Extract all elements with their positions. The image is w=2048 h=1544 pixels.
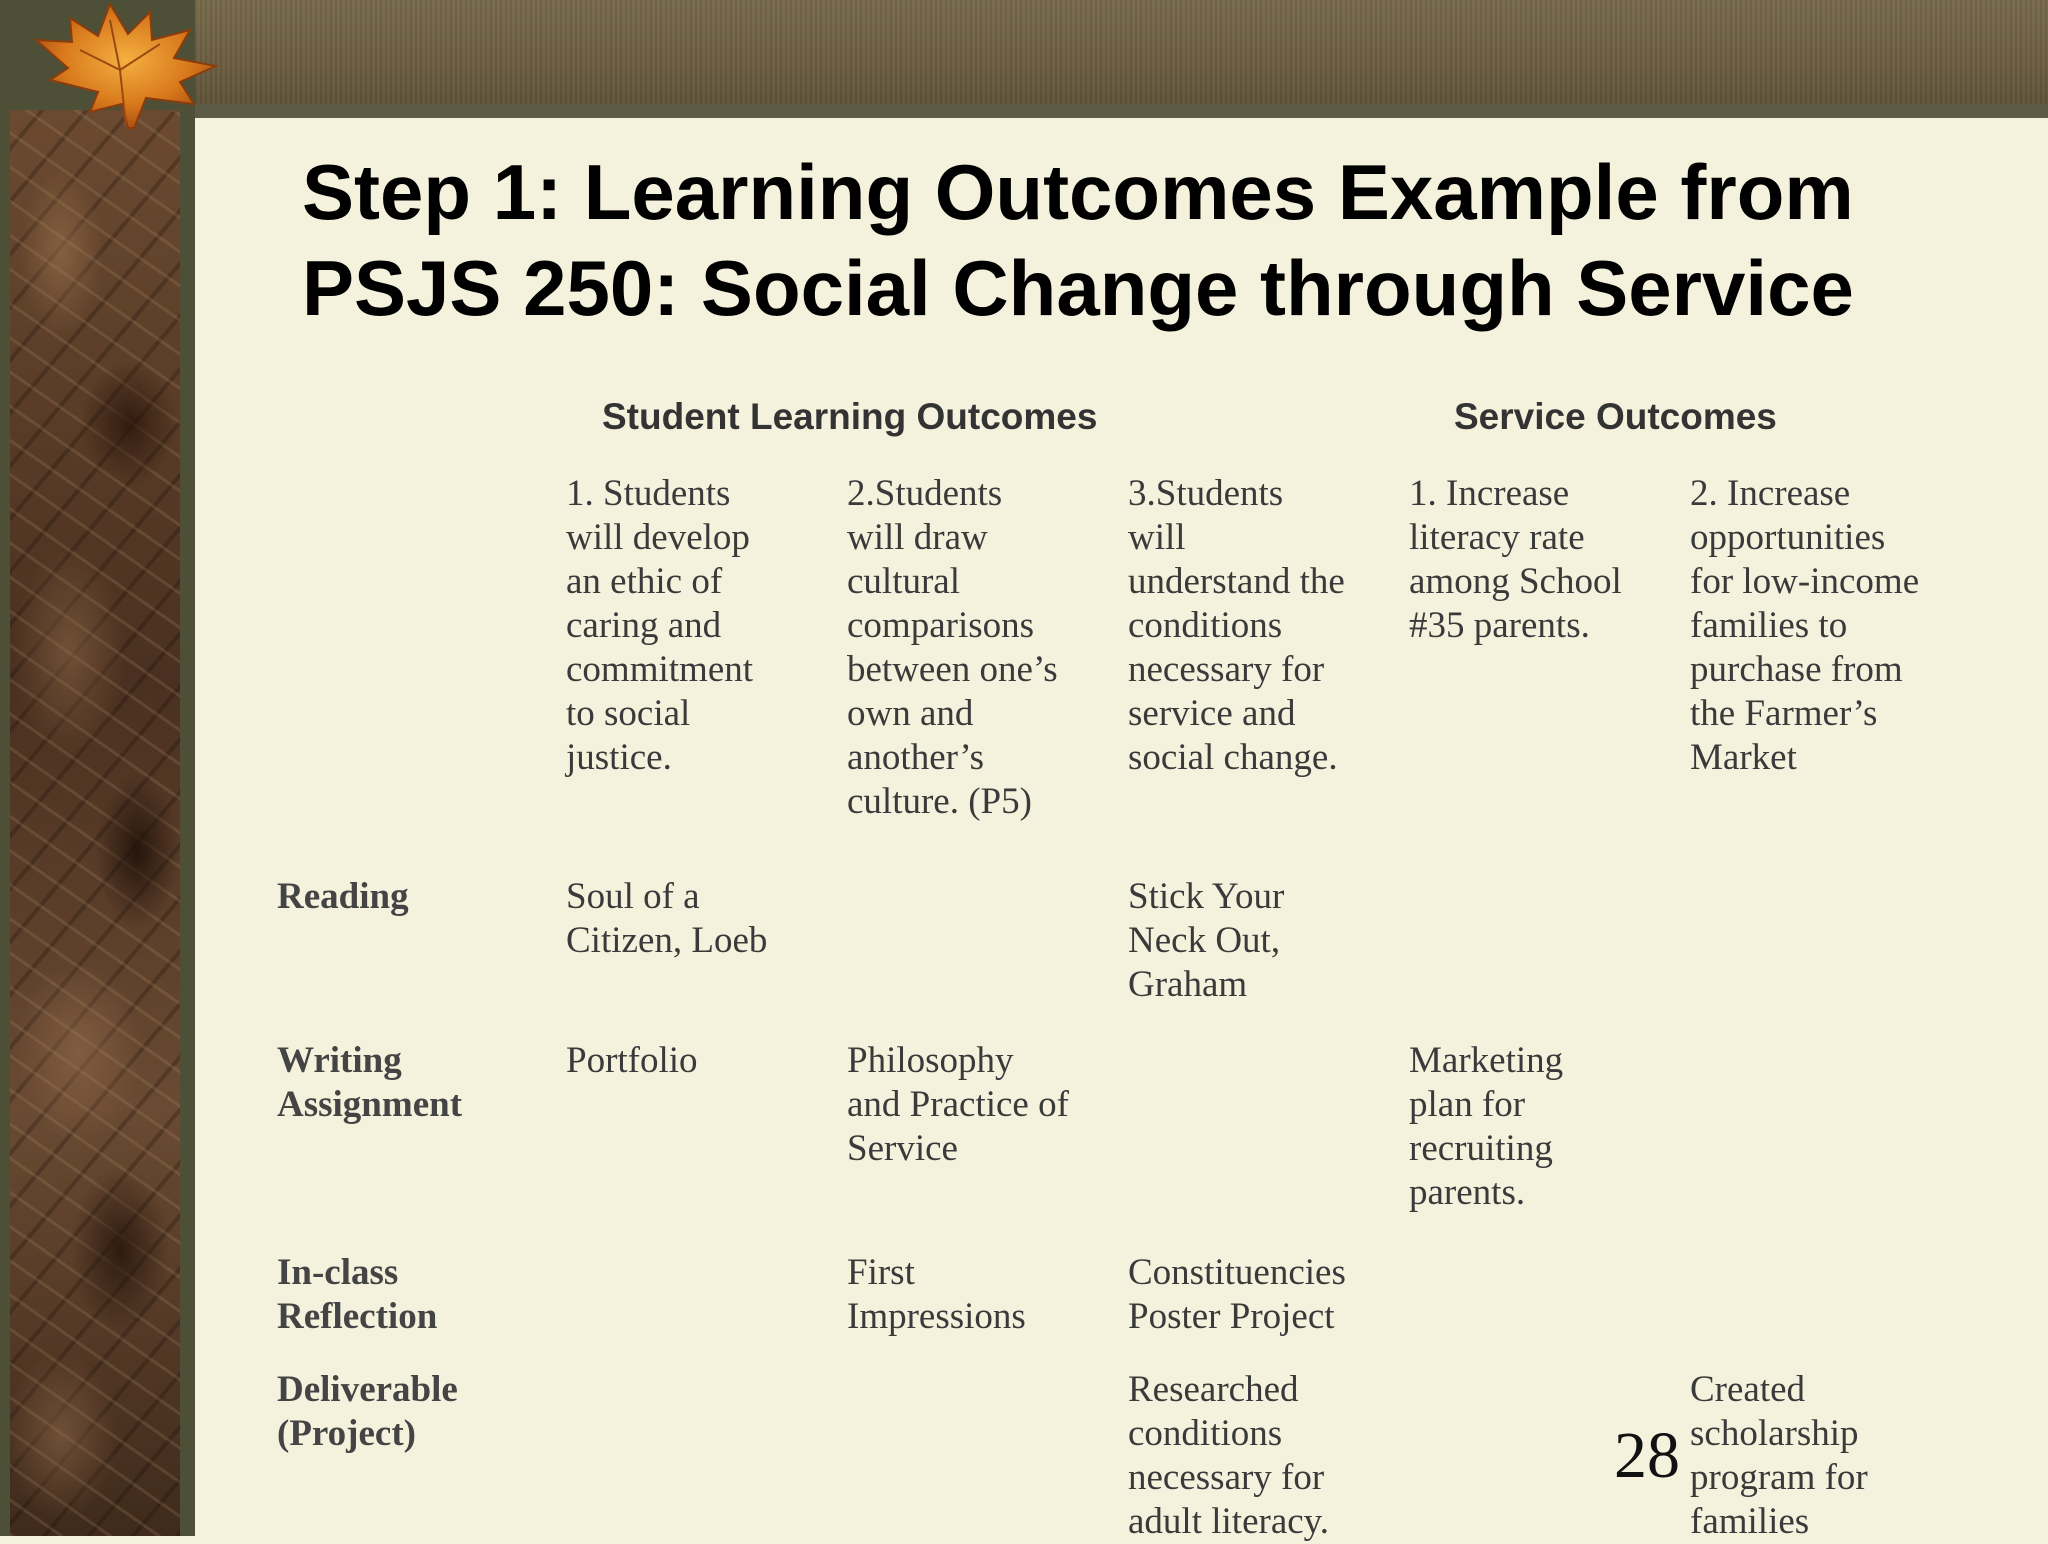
service-outcomes-header: Service Outcomes — [1454, 396, 1777, 437]
maple-leaf-icon — [10, 0, 230, 140]
outcome-3-cell: 3.Students will understand the conditions necessary for service and social change. — [1128, 473, 1345, 778]
row-label-deliverable: Deliverable (Project) — [277, 1369, 458, 1454]
outcome-1-cell: 1. Students will develop an ethic of caring and commitment to social justice. — [566, 473, 754, 778]
reflection-cell-2: First Impressions — [847, 1252, 1026, 1337]
service-outcome-2-cell: 2. Increase opportunities for low-income families to purchase from the Farmer’s Market — [1690, 473, 1920, 778]
top-decorative-bar — [0, 0, 2048, 112]
row-label-writing: Writing Assignment — [277, 1040, 463, 1125]
top-rule — [0, 104, 2048, 118]
reflection-cell-3: Constituencies Poster Project — [1128, 1252, 1346, 1337]
service-outcome-1-cell: 1. Increase literacy rate among School #35 parents. — [1409, 473, 1622, 646]
slide-number: 28 — [1614, 1419, 1680, 1492]
outcome-2-cell: 2.Students will draw cultural comparisons between one’s own and another’s culture. (P5) — [847, 473, 1058, 822]
writing-cell-4: Marketing plan for recruiting parents. — [1409, 1040, 1564, 1213]
slide-title: Step 1: Learning Outcomes Example from PSJS 250: Social Change through Service — [302, 148, 1854, 332]
reading-cell-1: Soul of a Citizen, Loeb — [566, 876, 768, 961]
writing-cell-2: Philosophy and Practice of Service — [847, 1040, 1069, 1169]
reading-cell-3: Stick Your Neck Out, Graham — [1128, 876, 1285, 1005]
deliverable-cell-3: Researched conditions necessary for adult literacy. — [1128, 1369, 1330, 1542]
deliverable-cell-5: Created scholarship program for families — [1690, 1369, 1868, 1542]
marble-texture-strip — [10, 110, 180, 1536]
row-label-reading: Reading — [277, 876, 409, 917]
student-outcomes-header: Student Learning Outcomes — [602, 396, 1098, 437]
writing-cell-1: Portfolio — [566, 1040, 698, 1081]
row-label-reflection: In-class Reflection — [277, 1252, 438, 1337]
